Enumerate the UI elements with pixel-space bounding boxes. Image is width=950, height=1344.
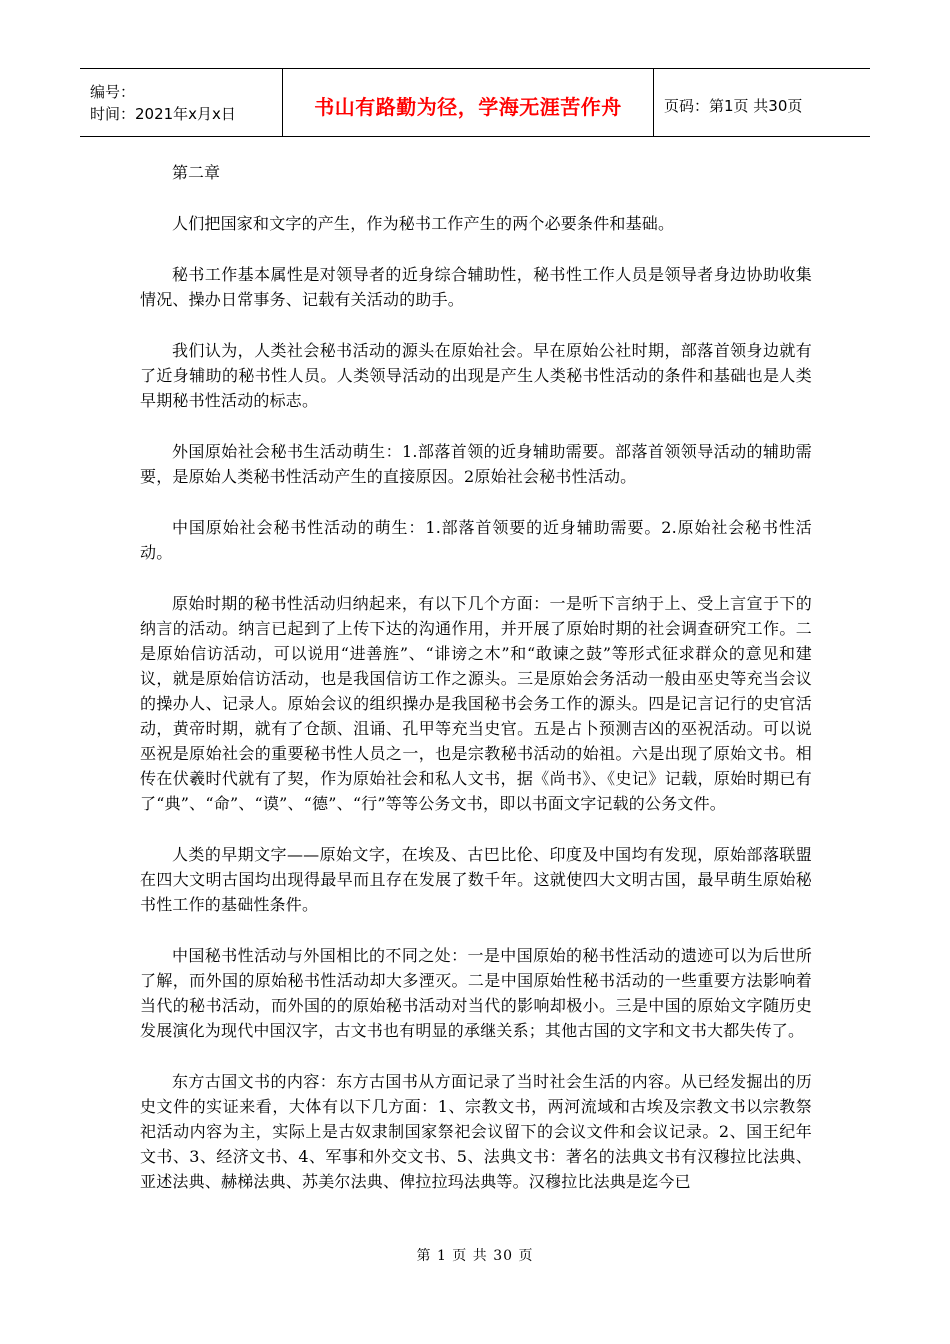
document-date-label: 时间：2021年x月x日	[90, 104, 236, 123]
chapter-title: 第二章	[172, 163, 221, 182]
document-number-label: 编号：	[90, 82, 136, 101]
body-paragraph: 人类的早期文字——原始文字，在埃及、古巴比伦、印度及中国均有发现，原始部落联盟在四大文明古国均出现得最早而且存在发展了数千年。这就使四大文明古国，最早萌生原始秘书性工作的基础性条件。	[140, 845, 812, 914]
body-paragraph: 人们把国家和文字的产生，作为秘书工作产生的两个必要条件和基础。	[172, 214, 675, 233]
header-page-cell	[654, 69, 870, 136]
header-motto: 书山有路勤为径，学海无涯苦作舟	[314, 95, 622, 119]
document-body	[140, 148, 812, 1220]
body-paragraph: 中国秘书性活动与外国相比的不同之处：一是中国原始的秘书性活动的遗迹可以为后世所了解，而外国的原始秘书性活动却大多湮灭。二是中国原始性秘书活动的一些重要方法影响着当代的秘书活动，而外国的的原始秘书活动对当代的影响却极小。三是中国的原始文字随历史发展演化为现代中国汉字，古文书也有明显的承继关系；其他古国的文字和文书大都失传了。	[140, 946, 812, 1040]
body-paragraph: 东方古国文书的内容：东方古国书从方面记录了当时社会生活的内容。从已经发掘出的历史文件的实证来看，大体有以下几方面：1、宗教文书，两河流域和古埃及宗教文书以宗教祭祀活动内容为主，实际上是古奴隶制国家祭祀会议留下的会议文件和会议记录。2、国王纪年文书、3、经济文书、4、军事和外交文书、5、法典文书：著名的法典文书有汉穆拉比法典、亚述法典、赫梯法典、苏美尔法典、俾拉拉玛法典等。汉穆拉比法典是迄今已	[140, 1072, 812, 1191]
body-paragraph: 秘书工作基本属性是对领导者的近身综合辅助性，秘书性工作人员是领导者身边协助收集情况、操办日常事务、记载有关活动的助手。	[140, 265, 812, 309]
body-paragraph: 中国原始社会秘书性活动的萌生：1.部落首领要的近身辅助需要。2.原始社会秘书性活动。	[140, 518, 812, 562]
header-motto-cell	[283, 69, 654, 136]
header-meta-cell	[80, 69, 283, 136]
header-page-label: 页码：第1页 共30页	[664, 97, 803, 115]
body-paragraph: 我们认为，人类社会秘书活动的源头在原始社会。早在原始公社时期，部落首领身边就有了近身辅助的秘书性人员。人类领导活动的出现是产生人类秘书性活动的条件和基础也是人类早期秘书性活动的标志。	[140, 341, 812, 410]
document-header	[80, 68, 870, 137]
body-paragraph: 原始时期的秘书性活动归纳起来，有以下几个方面：一是听下言纳于上、受上言宣于下的纳言的活动。纳言已起到了上传下达的沟通作用，并开展了原始时期的社会调查研究工作。二是原始信访活动，可以说用“进善旌”、“诽谤之木”和“敢谏之鼓”等形式征求群众的意见和建议，就是原始信访活动，也是我国信访工作之源头。三是原始会务活动一般由巫史等充当会议的操办人、记录人。原始会议的组织操办是我国秘书会务工作的源头。四是记言记行的史官活动，黄帝时期，就有了仓颉、沮诵、孔甲等充当史官。五是占卜预测吉凶的巫祝活动。可以说巫祝是原始社会的重要秘书性人员之一，也是宗教秘书活动的始祖。六是出现了原始文书。相传在伏羲时代就有了契，作为原始社会和私人文书，据《尚书》、《史记》记载，原始时期已有了“典”、“命”、“谟”、“德”、“行”等等公务文书，即以书面文字记载的公务文件。	[140, 594, 812, 813]
page-footer: 第 1 页 共 30 页	[416, 1248, 534, 1264]
body-paragraph: 外国原始社会秘书生活动萌生：1.部落首领的近身辅助需要。部落首领领导活动的辅助需要，是原始人类秘书性活动产生的直接原因。2原始社会秘书性活动。	[140, 442, 812, 486]
